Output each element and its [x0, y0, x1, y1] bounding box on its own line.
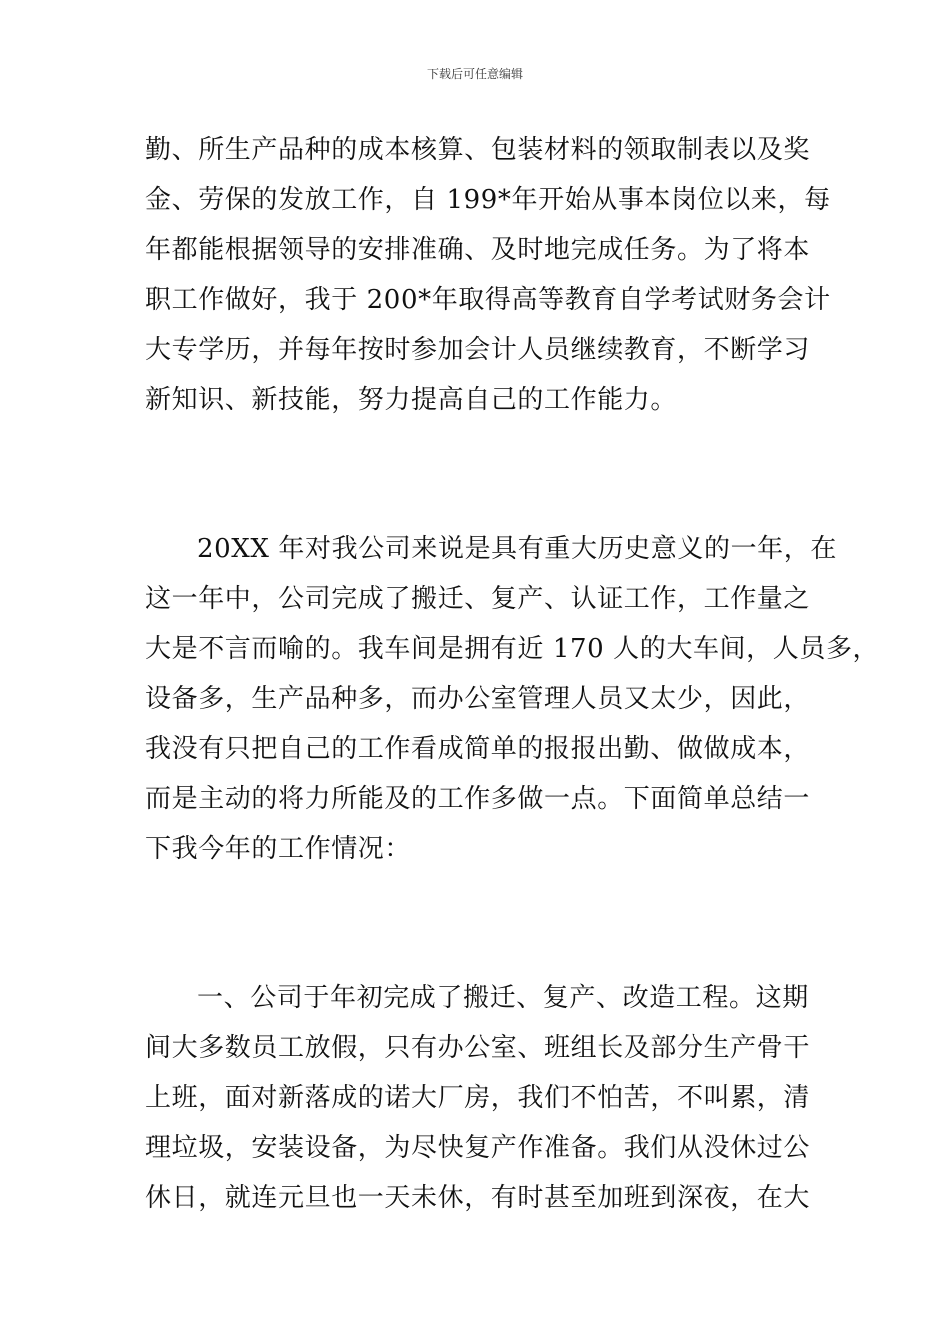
text-line: 下我今年的工作情况：	[145, 834, 412, 864]
text-line: 大是不言而喻的。我车间是拥有近 170 人的大车间，人员多，	[145, 634, 880, 664]
text-line: 职工作做好，我于 200*年取得高等教育自学考试财务会计	[145, 285, 831, 315]
text-line: 理垃圾，安装设备，为尽快复产作准备。我们从没休过公	[145, 1133, 811, 1163]
text-line: 20XX 年对我公司来说是具有重大历史意义的一年，在	[197, 534, 837, 564]
text-line: 勤、所生产品种的成本核算、包装材料的领取制表以及奖	[145, 135, 811, 165]
text-line: 大专学历，并每年按时参加会计人员继续教育，不断学习	[145, 335, 811, 365]
text-line: 我没有只把自己的工作看成简单的报报出勤、做做成本，	[145, 734, 811, 764]
text-line: 而是主动的将力所能及的工作多做一点。下面简单总结一	[145, 784, 811, 814]
text-line: 年都能根据领导的安排准确、及时地完成任务。为了将本	[145, 235, 811, 265]
text-line: 休日，就连元旦也一天未休，有时甚至加班到深夜，在大	[145, 1183, 811, 1213]
text-line: 新知识、新技能，努力提高自己的工作能力。	[145, 385, 678, 415]
text-line: 金、劳保的发放工作，自 199*年开始从事本岗位以来，每	[145, 185, 831, 215]
text-line: 这一年中，公司完成了搬迁、复产、认证工作，工作量之	[145, 584, 811, 614]
page-header: 下载后可任意编辑	[426, 67, 523, 81]
text-line: 上班，面对新落成的诺大厂房，我们不怕苦，不叫累，清	[145, 1083, 811, 1113]
text-line: 间大多数员工放假，只有办公室、班组长及部分生产骨干	[145, 1033, 811, 1063]
text-line: 一、公司于年初完成了搬迁、复产、改造工程。这期	[197, 983, 809, 1013]
text-line: 设备多，生产品种多，而办公室管理人员又太少，因此，	[145, 684, 811, 714]
